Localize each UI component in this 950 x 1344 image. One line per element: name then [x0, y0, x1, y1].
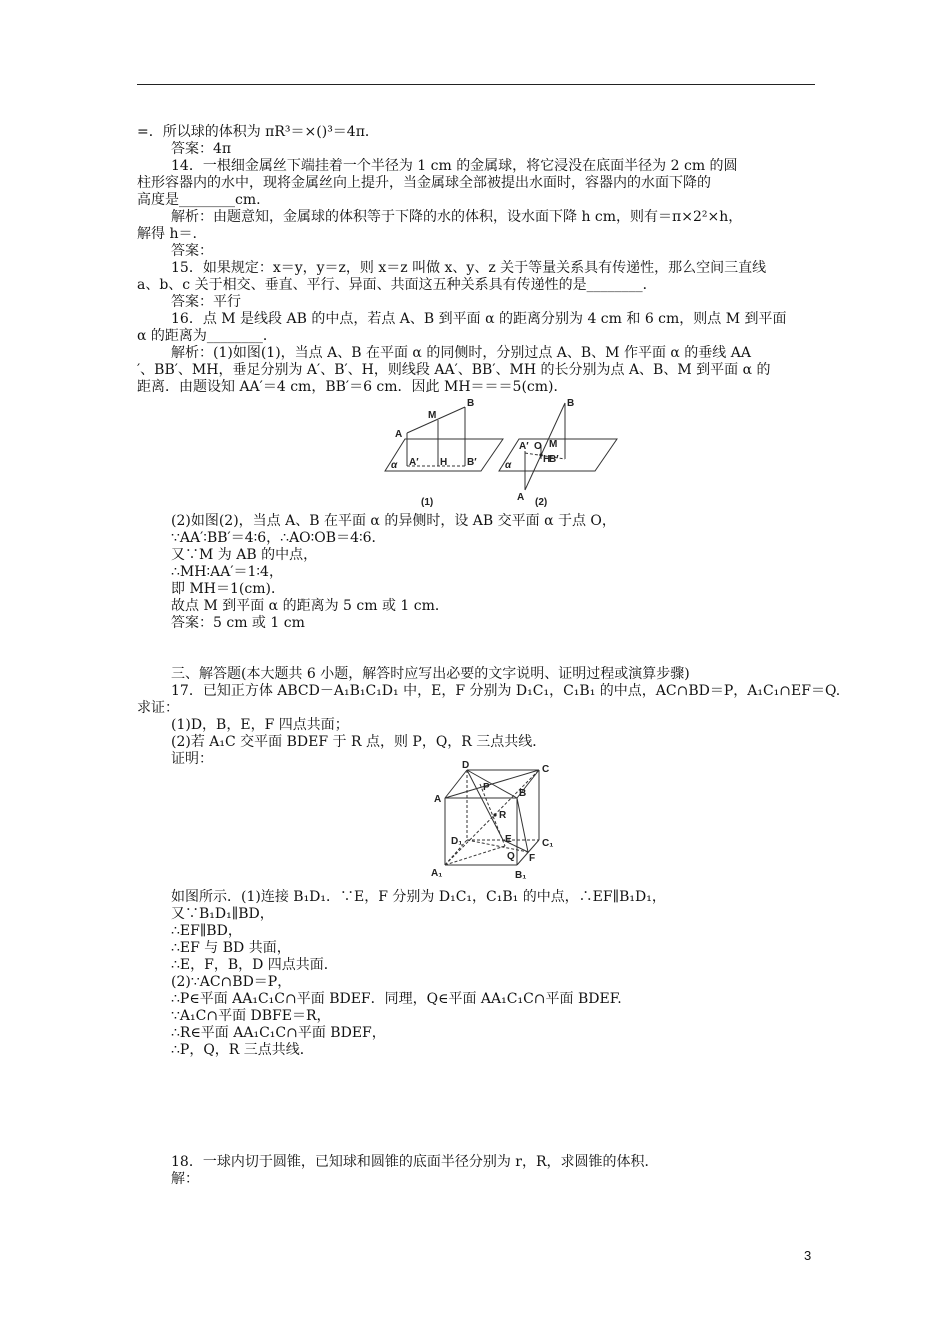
text-line: 解得 h＝.: [137, 226, 197, 242]
label-B: B: [467, 398, 475, 409]
label-P: P: [483, 782, 490, 793]
label-M: M: [428, 410, 437, 421]
text-line: ∵AA′∶BB′＝4∶6，∴AO∶OB＝4∶6．: [171, 530, 386, 546]
label-D1: D₁: [451, 836, 463, 847]
label-A1: A₁: [431, 868, 443, 879]
text-line: 答案：4π: [171, 141, 232, 157]
label-A: A: [517, 492, 525, 503]
text-line: 三、解答题(本大题共 6 小题，解答时应写出必要的文字说明、证明过程或演算步骤): [171, 666, 690, 682]
label-H: H: [543, 454, 551, 465]
cube-figure: [425, 760, 565, 885]
label-B1: B′: [549, 454, 559, 465]
figure-1-caption: (1): [421, 497, 434, 508]
label-O: O: [534, 441, 542, 452]
figure-2-caption: (2): [535, 497, 548, 508]
text-line: 答案：5 cm 或 1 cm: [171, 615, 305, 631]
label-M: M: [549, 439, 558, 450]
text-line: 15．如果规定：x＝y，y＝z，则 x＝z 叫做 x、y、z 关于等量关系具有传递性，那么空间三直线: [171, 260, 767, 276]
text-line: 答案：: [171, 243, 213, 259]
page-number: 3: [804, 1248, 812, 1263]
text-line: a、b、c 关于相交、垂直、平行、异面、共面这五种关系具有传递性的是________．: [137, 277, 657, 293]
label-D: D: [462, 760, 470, 771]
label-B1: B′: [467, 457, 477, 468]
text-line: 柱形容器内的水中，现将金属丝向上提升，当金属球全部被提出水面时，容器内的水面下降的: [137, 175, 711, 191]
text-line: ∴R∈平面 AA₁C₁C∩平面 BDEF，: [171, 1025, 386, 1041]
label-B: B: [567, 398, 575, 409]
text-line: 高度是________cm.: [137, 192, 261, 208]
label-B1: B₁: [515, 870, 527, 881]
text-line: ∴P，Q，R 三点共线．: [171, 1042, 314, 1058]
text-line: (2)∵AC∩BD＝P，: [171, 974, 292, 990]
label-E: E: [505, 834, 512, 845]
text-line: 求证：: [137, 700, 179, 716]
text-line: 证明：: [171, 751, 213, 767]
text-line: ′、BB′、MH，垂足分别为 A′、B′、H，则线段 AA′、BB′、MH 的长分别为点 A、B、M 到平面 α 的: [137, 362, 771, 378]
text-line: 即 MH＝1(cm)．: [171, 581, 285, 597]
label-Q: Q: [507, 851, 515, 862]
text-line: 距离．由题设知 AA′＝4 cm，BB′＝6 cm．因此 MH＝＝＝5(cm)．: [137, 379, 568, 395]
label-H: H: [440, 457, 448, 468]
segment-AB: [525, 403, 565, 490]
text-line: ∴EF∥BD，: [171, 923, 242, 939]
label-F: F: [529, 853, 536, 864]
text-line: =．所以球的体积为 πR³＝×()³＝4π．: [137, 124, 379, 140]
label-A1: A′: [409, 457, 419, 468]
label-A: A: [395, 429, 403, 440]
text-line: ∴MH∶AA′＝1∶4，: [171, 564, 283, 580]
text-line: 解析：由题意知，金属球的体积等于下降的水的体积，设水面下降 h cm，则有＝π×2²×h，: [171, 209, 743, 225]
label-C1: C₁: [542, 838, 554, 849]
text-line: 17．已知正方体 ABCD－A₁B₁C₁D₁ 中，E，F 分别为 D₁C₁，C₁B₁ 的中点，AC∩BD＝P，A₁C₁∩EF＝Q.: [171, 683, 841, 699]
label-A1: A′: [519, 441, 529, 452]
text-line: 解析：(1)如图(1)，当点 A、B 在平面 α 的同侧时，分别过点 A、B、M 作平面 α 的垂线 AA: [171, 345, 751, 361]
label-A: A: [434, 794, 442, 805]
text-line: ∴E，F，B，D 四点共面．: [171, 957, 338, 973]
text-line: (2)若 A₁C 交平面 BDEF 于 R 点，则 P，Q，R 三点共线．: [171, 734, 547, 750]
text-line: 又∵B₁D₁∥BD，: [171, 906, 274, 922]
text-line: 14．一根细金属丝下端挂着一个半径为 1 cm 的金属球，将它浸没在底面半径为 2 cm 的圆: [171, 158, 738, 174]
text-line: (2)如图(2)，当点 A、B 在平面 α 的异侧时，设 AB 交平面 α 于点 O，: [171, 513, 616, 529]
label-B: B: [519, 788, 527, 799]
figure-1: [383, 395, 508, 510]
label-alpha: α: [391, 460, 398, 471]
figure-2: [497, 395, 622, 510]
text-line: 又∵M 为 AB 的中点，: [171, 547, 318, 563]
text-line: 答案：平行: [171, 294, 241, 310]
label-alpha: α: [505, 460, 512, 471]
text-line: α 的距离为________．: [137, 328, 277, 344]
text-line: ∵A₁C∩平面 DBFE＝R，: [171, 1008, 331, 1024]
text-line: 16．点 M 是线段 AB 的中点，若点 A、B 到平面 α 的距离分别为 4 cm 和 6 cm，则点 M 到平面: [171, 311, 787, 327]
text-line: ∴P∈平面 AA₁C₁C∩平面 BDEF．同理，Q∈平面 AA₁C₁C∩平面 BDEF.: [171, 991, 622, 1007]
text-line: 18．一球内切于圆锥，已知球和圆锥的底面半径分别为 r，R，求圆锥的体积．: [171, 1154, 659, 1170]
header-rule: [137, 84, 815, 85]
text-line: 如图所示．(1)连接 B₁D₁．∵E，F 分别为 D₁C₁，C₁B₁ 的中点，∴EF∥B₁D₁，: [171, 889, 666, 905]
text-line: (1)D，B，E，F 四点共面；: [171, 717, 349, 733]
label-R: R: [499, 810, 507, 821]
text-line: ∴EF 与 BD 共面，: [171, 940, 291, 956]
text-line: 故点 M 到平面 α 的距离为 5 cm 或 1 cm．: [171, 598, 449, 614]
label-C: C: [542, 764, 550, 775]
text-line: 解：: [171, 1171, 199, 1187]
